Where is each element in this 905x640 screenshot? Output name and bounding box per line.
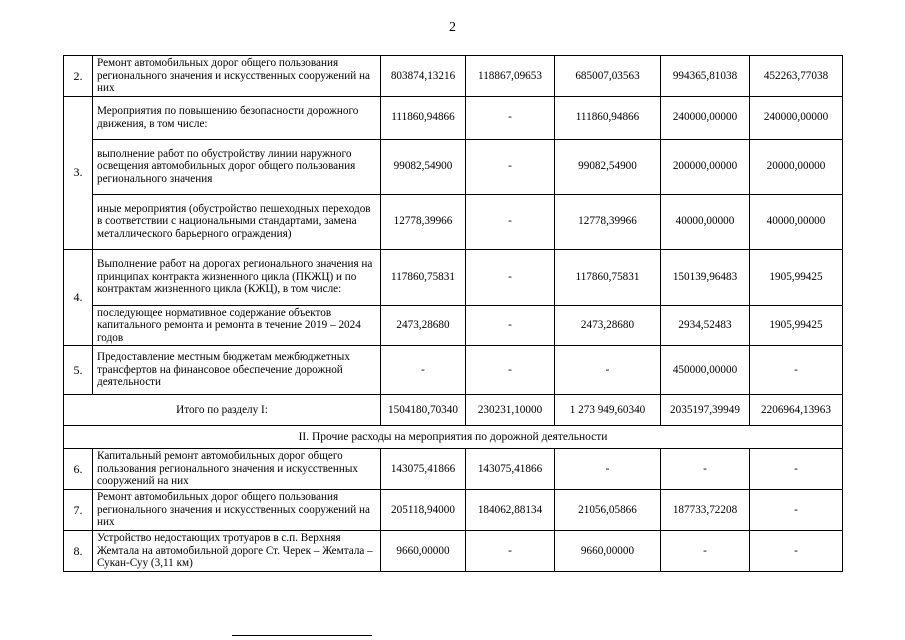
row-description: Выполнение работ на дорогах регионального значения на принципах контракта жизненного цикла (ПКЖЦ) и по контрактам жизненного цикла (КЖЦ), в том числе: [93, 249, 381, 305]
value-cell: 9660,00000 [555, 531, 661, 572]
value-cell: 2473,28680 [555, 305, 661, 346]
value-cell: 240000,00000 [661, 96, 750, 139]
row-number: 8. [64, 531, 93, 572]
row-description: Капитальный ремонт автомобильных дорог общего пользования регионального значения и искусственных сооружений на них [93, 449, 381, 490]
value-cell: - [661, 449, 750, 490]
value-cell: - [750, 490, 843, 531]
table-row [64, 56, 843, 97]
value-cell: - [466, 194, 555, 249]
value-cell: - [555, 449, 661, 490]
value-cell: 150139,96483 [661, 249, 750, 305]
value-cell: 450000,00000 [661, 346, 750, 395]
value-cell: 111860,94866 [381, 96, 466, 139]
value-cell: 1905,99425 [750, 249, 843, 305]
row-description: Предоставление местным бюджетам межбюджетных трансфертов на финансовое обеспечение дорожной деятельности [93, 346, 381, 395]
value-cell: 143075,41866 [466, 449, 555, 490]
total-value-cell: 1504180,70340 [381, 395, 466, 426]
value-cell: - [466, 249, 555, 305]
total-row [64, 395, 843, 426]
value-cell: 2934,52483 [661, 305, 750, 346]
section-header-row [64, 426, 843, 449]
value-cell: - [750, 346, 843, 395]
value-cell: 803874,13216 [381, 56, 466, 97]
table-row [64, 96, 843, 139]
total-value-cell: 230231,10000 [466, 395, 555, 426]
table-row [64, 490, 843, 531]
section-title: II. Прочие расходы на мероприятия по дорожной деятельности [64, 426, 843, 449]
value-cell: 118867,09653 [466, 56, 555, 97]
value-cell: - [466, 96, 555, 139]
value-cell: 12778,39966 [381, 194, 466, 249]
value-cell: - [466, 305, 555, 346]
row-number: 7. [64, 490, 93, 531]
row-description: Устройство недостающих тротуаров в с.п. Верхняя Жемтала на автомобильной дороге Ст. Черек – Жемтала – Сукан-Суу (3,11 км) [93, 531, 381, 572]
table-row [64, 139, 843, 194]
value-cell: 184062,88134 [466, 490, 555, 531]
value-cell: 111860,94866 [555, 96, 661, 139]
value-cell: 9660,00000 [381, 531, 466, 572]
row-description: иные мероприятия (обустройство пешеходных переходов в соответствии с национальными стандартами, замена металлического барьерного ограждения) [93, 194, 381, 249]
row-description: Мероприятия по повышению безопасности дорожного движения, в том числе: [93, 96, 381, 139]
row-description: Ремонт автомобильных дорог общего пользования регионального значения и искусственных сооружений на них [93, 56, 381, 97]
value-cell: 117860,75831 [381, 249, 466, 305]
value-cell: 99082,54900 [381, 139, 466, 194]
table-row [64, 531, 843, 572]
total-label: Итого по разделу I: [64, 395, 381, 426]
total-value-cell: 2035197,39949 [661, 395, 750, 426]
row-description: Ремонт автомобильных дорог общего пользования регионального значения и искусственных сооружений на них [93, 490, 381, 531]
table-row [64, 449, 843, 490]
value-cell: 452263,77038 [750, 56, 843, 97]
value-cell: 994365,81038 [661, 56, 750, 97]
row-number: 3. [64, 96, 93, 249]
row-number: 6. [64, 449, 93, 490]
table-row [64, 194, 843, 249]
value-cell: 99082,54900 [555, 139, 661, 194]
row-description: выполнение работ по обустройству линии наружного освещения автомобильных дорог общего пользования регионального значения [93, 139, 381, 194]
value-cell: 143075,41866 [381, 449, 466, 490]
value-cell: - [555, 346, 661, 395]
row-number: 4. [64, 249, 93, 346]
value-cell: 21056,05866 [555, 490, 661, 531]
table-row [64, 305, 843, 346]
value-cell: 20000,00000 [750, 139, 843, 194]
value-cell: - [750, 531, 843, 572]
value-cell: 205118,94000 [381, 490, 466, 531]
total-value-cell: 2206964,13963 [750, 395, 843, 426]
row-description: последующее нормативное содержание объектов капитального ремонта и ремонта в течение 2019 – 2024 годов [93, 305, 381, 346]
table-row [64, 346, 843, 395]
value-cell: 117860,75831 [555, 249, 661, 305]
value-cell: 1905,99425 [750, 305, 843, 346]
total-value-cell: 1 273 949,60340 [555, 395, 661, 426]
value-cell: 240000,00000 [750, 96, 843, 139]
value-cell: - [466, 139, 555, 194]
row-number: 5. [64, 346, 93, 395]
value-cell: - [466, 531, 555, 572]
value-cell: - [661, 531, 750, 572]
row-number: 2. [64, 56, 93, 97]
budget-table [63, 55, 843, 572]
value-cell: - [750, 449, 843, 490]
value-cell: - [381, 346, 466, 395]
value-cell: 12778,39966 [555, 194, 661, 249]
value-cell: 2473,28680 [381, 305, 466, 346]
footer-divider [232, 635, 372, 636]
value-cell: 187733,72208 [661, 490, 750, 531]
value-cell: 685007,03563 [555, 56, 661, 97]
value-cell: 40000,00000 [750, 194, 843, 249]
value-cell: - [466, 346, 555, 395]
page-number: 2 [449, 20, 456, 35]
value-cell: 40000,00000 [661, 194, 750, 249]
value-cell: 200000,00000 [661, 139, 750, 194]
table-row [64, 249, 843, 305]
